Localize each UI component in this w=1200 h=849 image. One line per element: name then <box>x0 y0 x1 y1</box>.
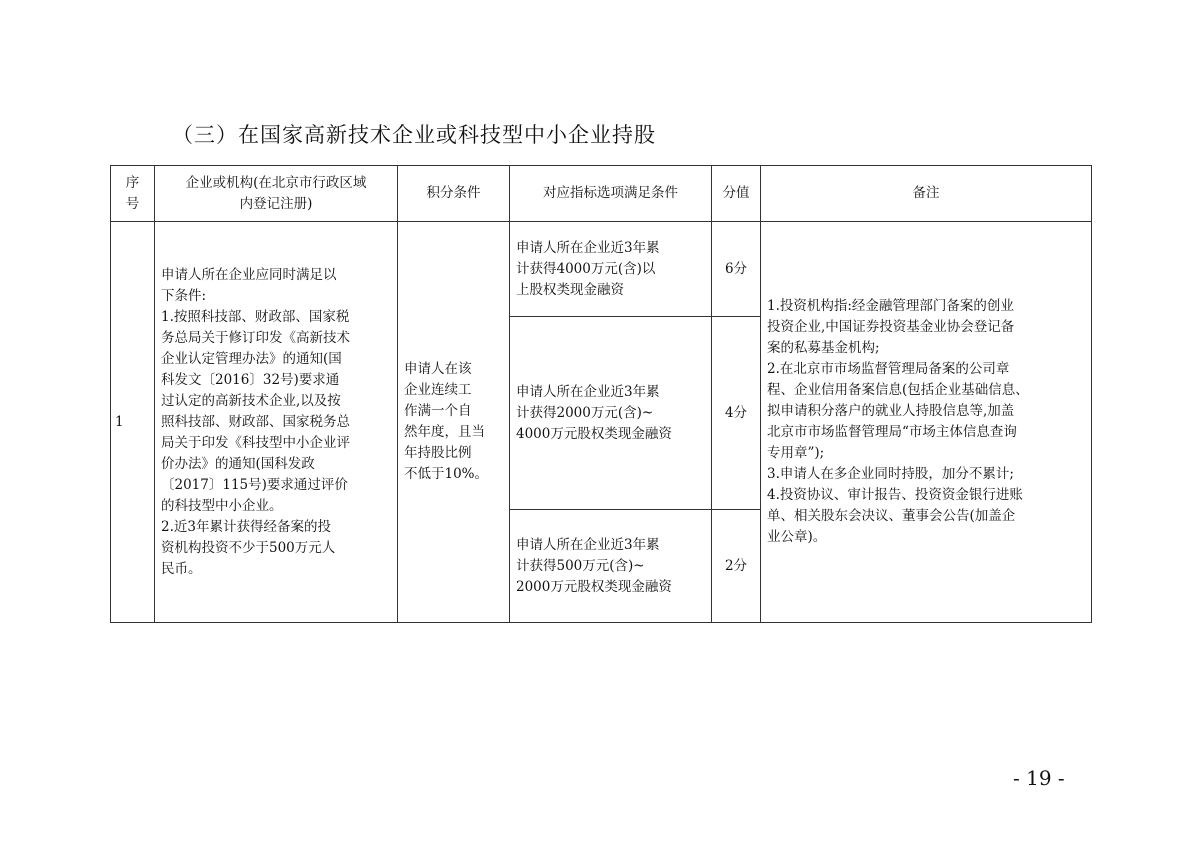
row-seq: 1 <box>111 222 155 623</box>
org-requirement-line: 资机构投资不少于500万元人 <box>161 539 336 556</box>
org-requirement-line: 2.近3年累计获得经备案的投 <box>161 518 331 535</box>
row-org-requirements <box>155 222 398 623</box>
org-requirement-line: 民币。 <box>161 560 202 577</box>
score-4: 4分 <box>712 317 761 510</box>
row-condition <box>398 222 510 623</box>
header-note: 备注 <box>761 166 1092 222</box>
note-line: 4.投资协议、审计报告、投资资金银行进账 <box>767 487 1023 503</box>
option-line: 2000万元股权类现金融资 <box>516 578 672 595</box>
score-2: 2分 <box>712 510 761 623</box>
header-option: 对应指标选项满足条件 <box>510 166 712 222</box>
org-requirement-line: 价办法》的通知(国科发政 <box>161 455 315 472</box>
row-note <box>761 222 1092 623</box>
note-line: 北京市市场监督管理局“市场主体信息查询 <box>767 424 1017 440</box>
option-line: 申请人所在企业近3年累 <box>516 536 660 553</box>
option-line: 4000万元股权类现金融资 <box>516 425 672 442</box>
option-line: 计获得2000万元(含)~ <box>516 404 654 421</box>
condition-line: 年持股比例 <box>404 445 472 461</box>
org-requirement-line: 〔2017〕115号)要求通过评价 <box>161 476 348 493</box>
condition-line: 然年度，且当 <box>404 424 485 440</box>
table-row <box>111 222 1092 317</box>
org-requirement-line: 1.按照科技部、财政部、国家税 <box>161 308 350 325</box>
points-table <box>110 165 1092 623</box>
note-line: 专用章”); <box>767 445 825 461</box>
option-line: 上股权类现金融资 <box>516 281 624 298</box>
header-org: 企业或机构(在北京市行政区域 内登记注册) <box>155 166 398 222</box>
note-line: 单、相关股东会决议、董事会公告(加盖企 <box>767 508 1016 524</box>
org-requirement-line: 局关于印发《科技型中小企业评 <box>161 434 350 451</box>
note-line: 业公章)。 <box>767 529 827 545</box>
header-score: 分值 <box>712 166 761 222</box>
note-line: 2.在北京市市场监督管理局备案的公司章 <box>767 361 1010 377</box>
option-line: 申请人所在企业近3年累 <box>516 239 660 256</box>
note-line: 3.申请人在多企业同时持股，加分不累计; <box>767 466 1014 482</box>
org-requirement-line: 过认定的高新技术企业,以及按 <box>161 392 341 409</box>
org-requirement-line: 申请人所在企业应同时满足以 <box>161 266 337 283</box>
option-line: 计获得4000万元(含)以 <box>516 260 656 277</box>
note-line: 1.投资机构指:经金融管理部门备案的创业 <box>767 298 1014 314</box>
score-6: 6分 <box>712 222 761 317</box>
org-requirement-line: 照科技部、财政部、国家税务总 <box>161 413 350 430</box>
org-requirement-line: 下条件: <box>161 287 207 304</box>
page-number: - 19 - <box>1013 766 1065 790</box>
option-4-points <box>510 317 712 510</box>
section-title: （三）在国家高新技术企业或科技型中小企业持股 <box>172 123 656 147</box>
condition-line: 企业连续工 <box>404 382 472 398</box>
condition-line: 不低于10%。 <box>404 466 489 482</box>
org-requirement-line: 务总局关于修订印发《高新技术 <box>161 329 350 346</box>
condition-line: 申请人在该 <box>404 361 472 377</box>
option-6-points <box>510 222 712 317</box>
org-requirement-line: 的科技型中小企业。 <box>161 497 283 514</box>
option-line: 申请人所在企业近3年累 <box>516 383 660 400</box>
table-header-row <box>111 166 1092 222</box>
header-condition: 积分条件 <box>398 166 510 222</box>
note-line: 投资企业,中国证券投资基金业协会登记备 <box>767 319 1015 335</box>
org-requirement-line: 科发文〔2016〕32号)要求通 <box>161 371 340 388</box>
option-line: 计获得500万元(含)~ <box>516 557 645 574</box>
org-requirement-line: 企业认定管理办法》的通知(国 <box>161 350 342 367</box>
condition-line: 作满一个自 <box>404 403 472 419</box>
note-line: 案的私募基金机构; <box>767 340 880 356</box>
note-line: 程、企业信用备案信息(包括企业基础信息、 <box>767 382 1029 398</box>
note-line: 拟申请积分落户的就业人持股信息等,加盖 <box>767 403 1015 419</box>
option-2-points <box>510 510 712 623</box>
header-seq: 序 号 <box>111 166 155 222</box>
